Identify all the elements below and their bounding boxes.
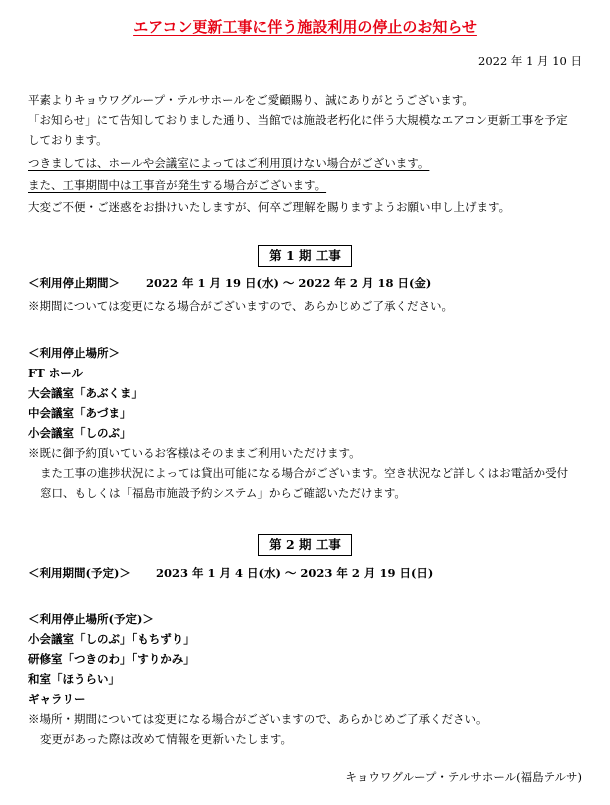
phase2-heading-wrap	[0, 534, 610, 556]
page-title: エアコン更新工事に伴う施設利用の停止のお知らせ	[133, 18, 477, 36]
phase2-place: 和室「ほうらい」	[28, 672, 120, 686]
notice-date: 2022 年 1 月 10 日	[478, 54, 582, 68]
phase2-place: 小会議室「しのぶ」「もちずり」	[28, 632, 195, 646]
intro-line: 「お知らせ」にて告知しておりました通り、当館では施設老朽化に伴う大規模なエアコン更新工事を予定	[28, 113, 568, 127]
phase2-period-value: 2023 年 1 月 4 日(水) 〜 2023 年 2 月 19 日(日)	[156, 566, 434, 580]
phase1-period-value: 2022 年 1 月 19 日(水) 〜 2022 年 2 月 18 日(金)	[146, 276, 432, 290]
phase1-period-note: ※期間については変更になる場合がございますので、あらかじめご了承ください。	[28, 299, 454, 313]
intro-line: 平素よりキョウワグループ・テルサホールをご愛顧賜り、誠にありがとうございます。	[28, 93, 474, 107]
phase2-places-label: ＜利用停止場所(予定)＞	[28, 612, 154, 626]
phase1-place: 大会議室「あぶくま」	[28, 386, 143, 400]
phase2-heading: 第 2 期 工事	[258, 534, 352, 556]
phase2-period-label: ＜利用期間(予定)＞	[28, 566, 131, 580]
phase1-note: ※既に御予約頂いているお客様はそのままご利用いただけます。	[28, 446, 361, 460]
phase1-note: また工事の進捗状況によっては貸出可能になる場合がございます。空き状況など詳しくはお電話か受付	[40, 466, 569, 480]
phase1-place: 小会議室「しのぶ」	[28, 426, 132, 440]
intro-line: 大変ご不便・ご迷惑をお掛けいたしますが、何卒ご理解を賜りますようお願い申し上げます。	[28, 200, 511, 214]
phase2-note: ※場所・期間については変更になる場合がございますので、あらかじめご了承ください。	[28, 712, 488, 726]
phase2-note: 変更があった際は改めて情報を更新いたします。	[40, 732, 292, 746]
phase1-places-label: ＜利用停止場所＞	[28, 346, 120, 360]
phase1-note: 窓口、もしくは「福島市施設予約システム」からご確認いただけます。	[40, 486, 406, 500]
intro-line: しております。	[28, 133, 108, 147]
phase1-period-label: ＜利用停止期間＞	[28, 276, 120, 290]
phase2-place: ギャラリー	[28, 692, 86, 706]
phase1-place: 中会議室「あづま」	[28, 406, 132, 420]
phase1-heading-wrap	[0, 245, 610, 267]
phase1-place: FT ホール	[28, 366, 83, 380]
phase1-heading: 第 1 期 工事	[258, 245, 352, 267]
footer-organization: キョウワグループ・テルサホール(福島テルサ)	[345, 770, 582, 784]
intro-line-underlined: つきましては、ホールや会議室によってはご利用頂けない場合がございます。	[28, 156, 430, 170]
intro-line-underlined: また、工事期間中は工事音が発生する場合がございます。	[28, 178, 327, 192]
phase2-place: 研修室「つきのわ」「すりかみ」	[28, 652, 195, 666]
